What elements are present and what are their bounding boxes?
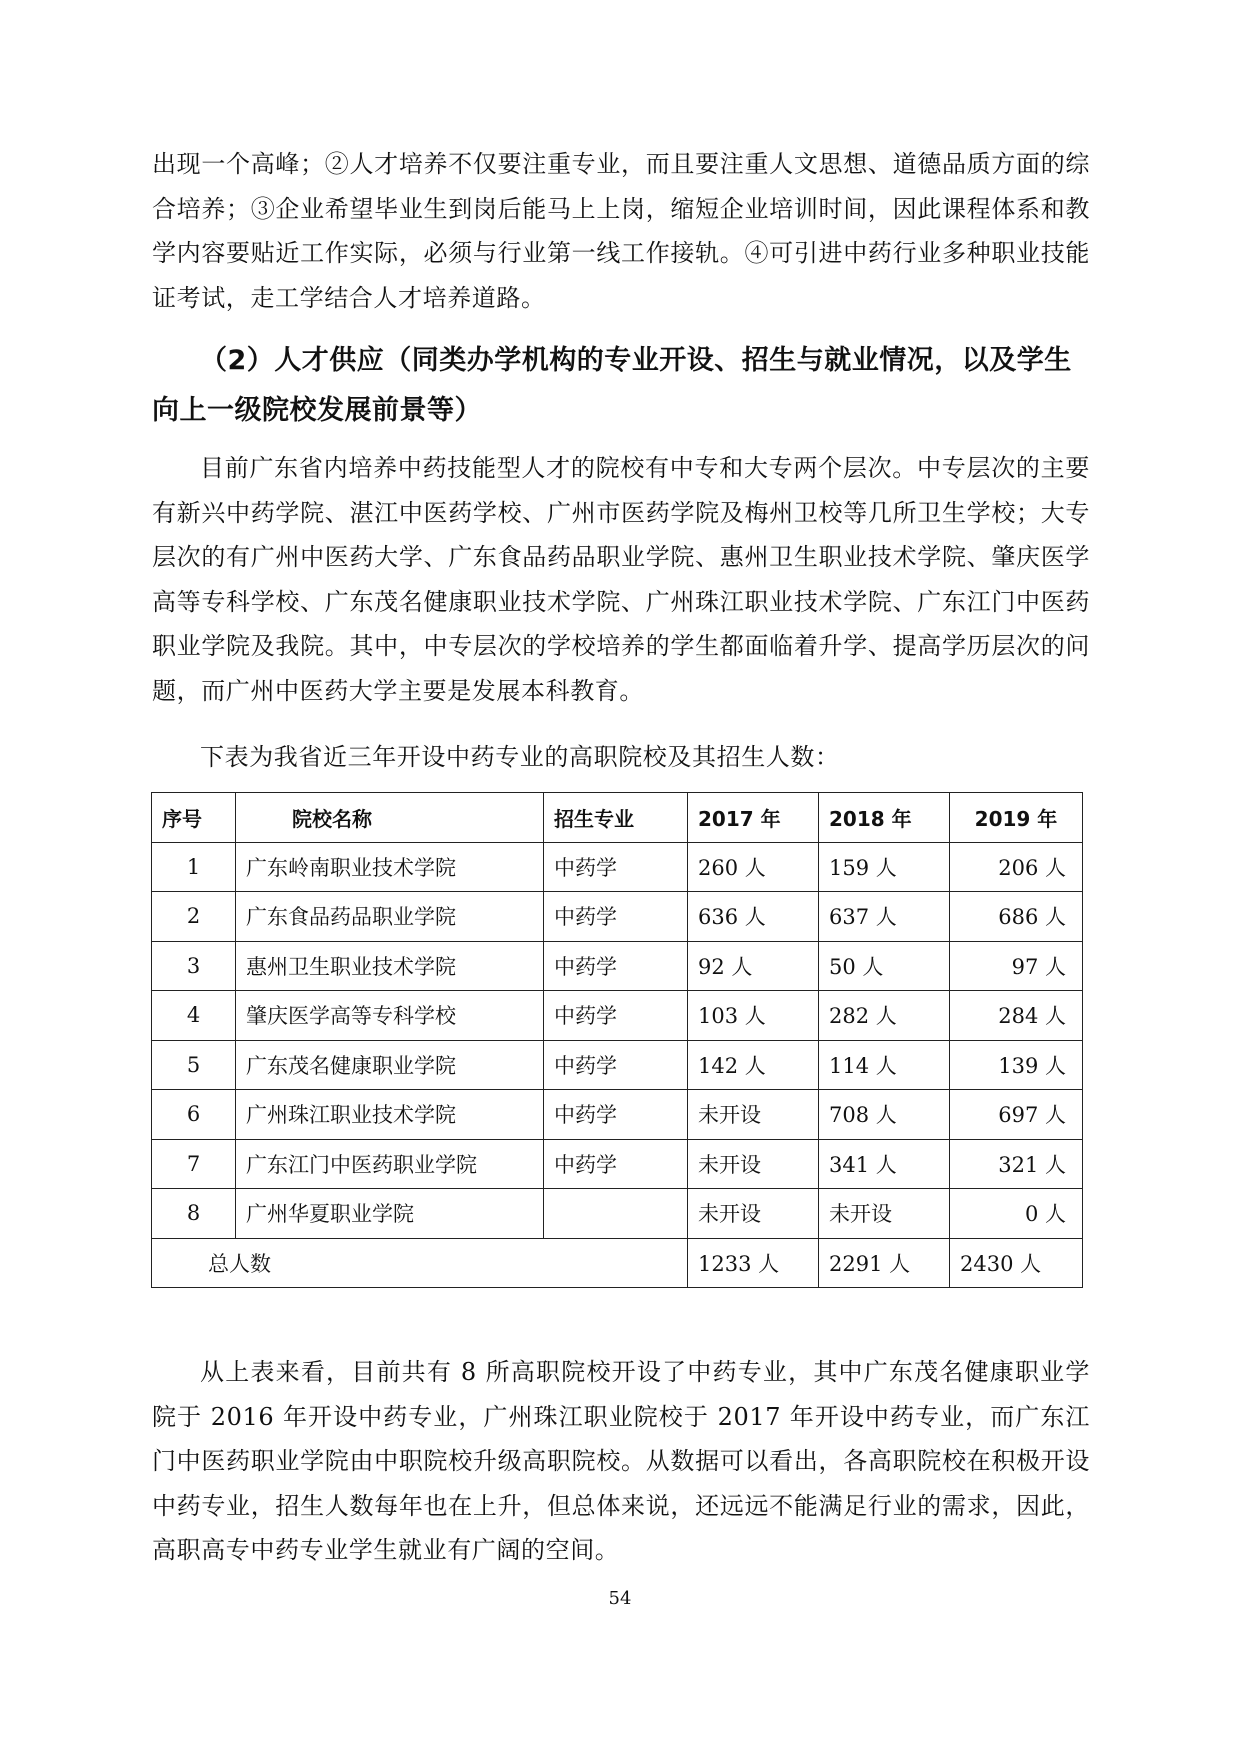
cell-2017: 未开设 bbox=[688, 1189, 819, 1239]
cell-no: 7 bbox=[152, 1139, 236, 1189]
paragraph-talent-demand: 出现一个高峰；②人才培养不仅要注重专业，而且要注重人文思想、道德品质方面的综合培养；③企业希望毕业生到岗后能马上上岗，缩短企业培训时间，因此课程体系和教学内容要贴近工作实际，必须与行业第一线工作接轨。④可引进中药行业多种职业技能证考试，走工学结合人才培养道路。 bbox=[152, 150, 1090, 312]
cell-2019: 697 人 bbox=[950, 1090, 1083, 1140]
cell-no: 2 bbox=[152, 892, 236, 942]
cell-2018: 282 人 bbox=[819, 991, 950, 1041]
cell-2019: 686 人 bbox=[950, 892, 1083, 942]
table-row bbox=[152, 1139, 1083, 1189]
table-header-row bbox=[152, 793, 1083, 843]
paragraph-analysis: 从上表来看，目前共有 8 所高职院校开设了中药专业，其中广东茂名健康职业学院于 2016 年开设中药专业，广州珠江职业院校于 2017 年开设中药专业，而广东江门中医药职业学院由中职院校升级高职院校。从数据可以看出，各高职院校在积极开设中药专业，招生人数每年也在上升，但总体来说，还远远不能满足行业的需求，因此，高职高专中药专业学生就业有广阔的空间。 bbox=[152, 1358, 1090, 1564]
cell-2018: 未开设 bbox=[819, 1189, 950, 1239]
table-row bbox=[152, 991, 1083, 1041]
cell-no: 8 bbox=[152, 1189, 236, 1239]
cell-major: 中药学 bbox=[544, 941, 688, 991]
header-2018: 2018 年 bbox=[819, 793, 950, 843]
cell-2018: 114 人 bbox=[819, 1040, 950, 1090]
cell-2017: 未开设 bbox=[688, 1090, 819, 1140]
cell-2017: 260 人 bbox=[688, 842, 819, 892]
table-total-row bbox=[152, 1238, 1083, 1288]
cell-2017: 142 人 bbox=[688, 1040, 819, 1090]
paragraph-table-intro: 下表为我省近三年开设中药专业的高职院校及其招生人数： bbox=[200, 743, 840, 771]
paragraph-school-overview: 目前广东省内培养中药技能型人才的院校有中专和大专两个层次。中专层次的主要有新兴中药学院、湛江中医药学校、广州市医药学院及梅州卫校等几所卫生学校；大专层次的有广州中医药大学、广东食品药品职业学院、惠州卫生职业技术学院、肇庆医学高等专科学校、广东茂名健康职业技术学院、广州珠江职业技术学院、广东江门中医药职业学院及我院。其中，中专层次的学校培养的学生都面临着升学、提高学历层次的问题，而广州中医药大学主要是发展本科教育。 bbox=[152, 454, 1090, 705]
cell-no: 4 bbox=[152, 991, 236, 1041]
cell-no: 6 bbox=[152, 1090, 236, 1140]
cell-no: 1 bbox=[152, 842, 236, 892]
cell-2018: 50 人 bbox=[819, 941, 950, 991]
cell-school: 肇庆医学高等专科学校 bbox=[236, 991, 544, 1041]
cell-2019: 0 人 bbox=[950, 1189, 1083, 1239]
header-school: 院校名称 bbox=[236, 793, 544, 843]
cell-2019: 206 人 bbox=[950, 842, 1083, 892]
cell-major: 中药学 bbox=[544, 1040, 688, 1090]
header-2017: 2017 年 bbox=[688, 793, 819, 843]
cell-no: 3 bbox=[152, 941, 236, 991]
header-no: 序号 bbox=[152, 793, 236, 843]
table-row bbox=[152, 842, 1083, 892]
total-2017: 1233 人 bbox=[688, 1238, 819, 1288]
cell-major: 中药学 bbox=[544, 991, 688, 1041]
section-heading: （2）人才供应（同类办学机构的专业开设、招生与就业情况，以及学生向上一级院校发展前景等） bbox=[152, 345, 1072, 426]
cell-school: 广东茂名健康职业学院 bbox=[236, 1040, 544, 1090]
cell-2017: 未开设 bbox=[688, 1139, 819, 1189]
cell-2018: 159 人 bbox=[819, 842, 950, 892]
cell-2018: 708 人 bbox=[819, 1090, 950, 1140]
total-2019: 2430 人 bbox=[950, 1238, 1083, 1288]
table-row bbox=[152, 941, 1083, 991]
table-row bbox=[152, 1189, 1083, 1239]
cell-major: 中药学 bbox=[544, 1139, 688, 1189]
cell-2019: 284 人 bbox=[950, 991, 1083, 1041]
cell-2018: 341 人 bbox=[819, 1139, 950, 1189]
cell-2017: 636 人 bbox=[688, 892, 819, 942]
cell-2019: 321 人 bbox=[950, 1139, 1083, 1189]
page-number: 54 bbox=[608, 1588, 632, 1609]
enrollment-table bbox=[151, 792, 1083, 1288]
cell-school: 广东江门中医药职业学院 bbox=[236, 1139, 544, 1189]
table-row bbox=[152, 892, 1083, 942]
cell-major: 中药学 bbox=[544, 1090, 688, 1140]
header-major: 招生专业 bbox=[544, 793, 688, 843]
header-2019: 2019 年 bbox=[950, 793, 1083, 843]
cell-2019: 139 人 bbox=[950, 1040, 1083, 1090]
table-row bbox=[152, 1090, 1083, 1140]
total-label: 总人数 bbox=[152, 1238, 688, 1288]
table-body bbox=[152, 842, 1083, 1238]
cell-school: 广州珠江职业技术学院 bbox=[236, 1090, 544, 1140]
table-row bbox=[152, 1040, 1083, 1090]
cell-school: 广东岭南职业技术学院 bbox=[236, 842, 544, 892]
cell-2017: 92 人 bbox=[688, 941, 819, 991]
cell-school: 惠州卫生职业技术学院 bbox=[236, 941, 544, 991]
cell-major: 中药学 bbox=[544, 892, 688, 942]
cell-2017: 103 人 bbox=[688, 991, 819, 1041]
total-2018: 2291 人 bbox=[819, 1238, 950, 1288]
cell-major: 中药学 bbox=[544, 842, 688, 892]
cell-2019: 97 人 bbox=[950, 941, 1083, 991]
cell-2018: 637 人 bbox=[819, 892, 950, 942]
cell-school: 广州华夏职业学院 bbox=[236, 1189, 544, 1239]
cell-school: 广东食品药品职业学院 bbox=[236, 892, 544, 942]
cell-major bbox=[544, 1189, 688, 1239]
cell-no: 5 bbox=[152, 1040, 236, 1090]
